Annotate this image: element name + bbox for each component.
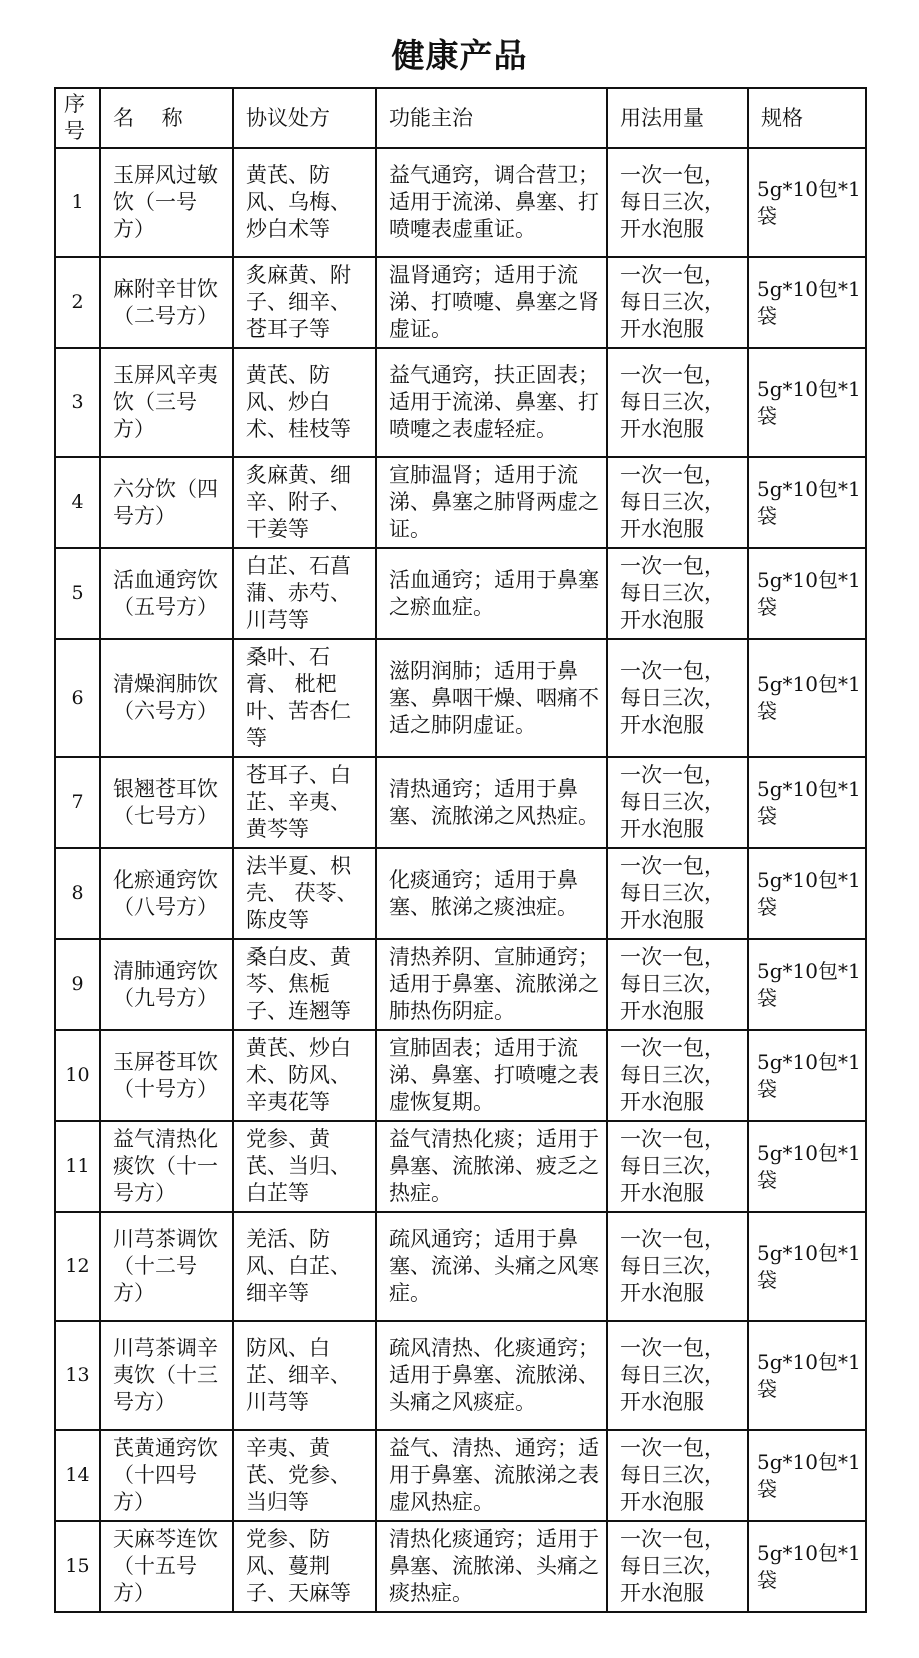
cell-index: 14 (55, 1430, 100, 1521)
cell-name: 天麻芩连饮（十五号方） (100, 1521, 233, 1612)
cell-index: 3 (55, 348, 100, 457)
cell-recipe: 法半夏、枳壳、 茯苓、陈皮等 (233, 848, 376, 939)
cell-usage: 一次一包，每日三次，开水泡服 (607, 1030, 748, 1121)
cell-recipe: 黄芪、防风、乌梅、炒白术等 (233, 148, 376, 257)
cell-usage: 一次一包，每日三次，开水泡服 (607, 848, 748, 939)
cell-name: 玉屏苍耳饮（十号方） (100, 1030, 233, 1121)
cell-spec: 5g*10包*1袋 (748, 348, 866, 457)
cell-recipe: 防风、白芷、细辛、川芎等 (233, 1321, 376, 1430)
cell-spec: 5g*10包*1袋 (748, 1321, 866, 1430)
cell-name: 化瘀通窍饮（八号方） (100, 848, 233, 939)
cell-name: 银翘苍耳饮（七号方） (100, 757, 233, 848)
cell-spec: 5g*10包*1袋 (748, 757, 866, 848)
header-name: 名 称 (100, 88, 233, 148)
cell-spec: 5g*10包*1袋 (748, 548, 866, 639)
cell-index: 1 (55, 148, 100, 257)
table-row (55, 257, 866, 348)
header-function: 功能主治 (376, 88, 607, 148)
cell-name: 川芎茶调饮（十二号方） (100, 1212, 233, 1321)
cell-usage: 一次一包，每日三次，开水泡服 (607, 1521, 748, 1612)
cell-spec: 5g*10包*1袋 (748, 848, 866, 939)
cell-function: 宣肺固表；适用于流涕、鼻塞、打喷嚏之表虚恢复期。 (376, 1030, 607, 1121)
table-row (55, 548, 866, 639)
cell-name: 玉屏风过敏饮（一号方） (100, 148, 233, 257)
table-row (55, 848, 866, 939)
cell-index: 11 (55, 1121, 100, 1212)
header-spec: 规格 (748, 88, 866, 148)
table-row (55, 1212, 866, 1321)
table-row (55, 757, 866, 848)
table-row (55, 457, 866, 548)
cell-spec: 5g*10包*1袋 (748, 639, 866, 757)
cell-function: 清热养阴、宣肺通窍；适用于鼻塞、流脓涕之肺热伤阴症。 (376, 939, 607, 1030)
cell-function: 益气通窍，调合营卫；适用于流涕、鼻塞、打喷嚏表虚重证。 (376, 148, 607, 257)
cell-spec: 5g*10包*1袋 (748, 1212, 866, 1321)
cell-usage: 一次一包，每日三次，开水泡服 (607, 1121, 748, 1212)
cell-spec: 5g*10包*1袋 (748, 257, 866, 348)
cell-name: 清肺通窍饮（九号方） (100, 939, 233, 1030)
cell-recipe: 炙麻黄、附子、细辛、苍耳子等 (233, 257, 376, 348)
table-body (55, 148, 866, 1612)
cell-index: 2 (55, 257, 100, 348)
cell-name: 清燥润肺饮（六号方） (100, 639, 233, 757)
cell-spec: 5g*10包*1袋 (748, 457, 866, 548)
header-index: 序号 (55, 88, 100, 148)
cell-name: 六分饮（四号方） (100, 457, 233, 548)
products-table (54, 87, 867, 1613)
cell-usage: 一次一包，每日三次，开水泡服 (607, 348, 748, 457)
table-row (55, 348, 866, 457)
cell-spec: 5g*10包*1袋 (748, 1430, 866, 1521)
table-row (55, 639, 866, 757)
cell-spec: 5g*10包*1袋 (748, 148, 866, 257)
cell-recipe: 羌活、防风、白芷、细辛等 (233, 1212, 376, 1321)
cell-usage: 一次一包，每日三次，开水泡服 (607, 148, 748, 257)
header-recipe: 协议处方 (233, 88, 376, 148)
table-row (55, 1030, 866, 1121)
cell-usage: 一次一包，每日三次，开水泡服 (607, 1212, 748, 1321)
cell-spec: 5g*10包*1袋 (748, 939, 866, 1030)
cell-usage: 一次一包，每日三次，开水泡服 (607, 939, 748, 1030)
page-title: 健康产品 (391, 36, 528, 75)
cell-name: 活血通窍饮（五号方） (100, 548, 233, 639)
cell-recipe: 桑白皮、黄芩、焦栀子、连翘等 (233, 939, 376, 1030)
cell-spec: 5g*10包*1袋 (748, 1030, 866, 1121)
cell-index: 15 (55, 1521, 100, 1612)
cell-function: 疏风通窍；适用于鼻塞、流涕、头痛之风寒症。 (376, 1212, 607, 1321)
cell-usage: 一次一包，每日三次，开水泡服 (607, 639, 748, 757)
cell-recipe: 辛夷、黄芪、党参、当归等 (233, 1430, 376, 1521)
cell-index: 7 (55, 757, 100, 848)
cell-recipe: 党参、防风、蔓荆子、天麻等 (233, 1521, 376, 1612)
cell-index: 8 (55, 848, 100, 939)
cell-recipe: 桑叶、石膏、 枇杷叶、苦杏仁等 (233, 639, 376, 757)
cell-index: 5 (55, 548, 100, 639)
cell-usage: 一次一包，每日三次，开水泡服 (607, 548, 748, 639)
cell-usage: 一次一包，每日三次，开水泡服 (607, 1430, 748, 1521)
table-row (55, 939, 866, 1030)
cell-index: 12 (55, 1212, 100, 1321)
cell-recipe: 党参、黄芪、当归、白芷等 (233, 1121, 376, 1212)
cell-usage: 一次一包，每日三次，开水泡服 (607, 1321, 748, 1430)
cell-name: 芪黄通窍饮（十四号方） (100, 1430, 233, 1521)
cell-name: 麻附辛甘饮（二号方） (100, 257, 233, 348)
cell-index: 13 (55, 1321, 100, 1430)
table-row (55, 148, 866, 257)
cell-recipe: 黄芪、防风、炒白术、桂枝等 (233, 348, 376, 457)
cell-function: 滋阴润肺；适用于鼻塞、鼻咽干燥、咽痛不适之肺阴虚证。 (376, 639, 607, 757)
cell-function: 宣肺温肾；适用于流涕、鼻塞之肺肾两虚之证。 (376, 457, 607, 548)
header-usage: 用法用量 (607, 88, 748, 148)
cell-function: 益气、清热、通窍；适用于鼻塞、流脓涕之表虚风热症。 (376, 1430, 607, 1521)
cell-function: 疏风清热、化痰通窍；适用于鼻塞、流脓涕、头痛之风痰症。 (376, 1321, 607, 1430)
cell-usage: 一次一包，每日三次，开水泡服 (607, 457, 748, 548)
cell-spec: 5g*10包*1袋 (748, 1121, 866, 1212)
cell-name: 益气清热化痰饮（十一号方） (100, 1121, 233, 1212)
cell-function: 清热化痰通窍；适用于鼻塞、流脓涕、头痛之痰热症。 (376, 1521, 607, 1612)
cell-usage: 一次一包，每日三次，开水泡服 (607, 257, 748, 348)
cell-recipe: 炙麻黄、细辛、附子、干姜等 (233, 457, 376, 548)
cell-function: 温肾通窍；适用于流涕、打喷嚏、鼻塞之肾虚证。 (376, 257, 607, 348)
cell-function: 化痰通窍；适用于鼻塞、脓涕之痰浊症。 (376, 848, 607, 939)
table-header-row (55, 88, 866, 148)
cell-recipe: 苍耳子、白芷、辛夷、黄芩等 (233, 757, 376, 848)
cell-recipe: 黄芪、炒白术、防风、辛夷花等 (233, 1030, 376, 1121)
table-row (55, 1321, 866, 1430)
cell-usage: 一次一包，每日三次，开水泡服 (607, 757, 748, 848)
cell-index: 4 (55, 457, 100, 548)
cell-index: 6 (55, 639, 100, 757)
table-row (55, 1521, 866, 1612)
table-row (55, 1430, 866, 1521)
cell-recipe: 白芷、石菖蒲、赤芍、川芎等 (233, 548, 376, 639)
cell-spec: 5g*10包*1袋 (748, 1521, 866, 1612)
cell-function: 益气清热化痰；适用于鼻塞、流脓涕、疲乏之热症。 (376, 1121, 607, 1212)
cell-function: 清热通窍；适用于鼻塞、流脓涕之风热症。 (376, 757, 607, 848)
cell-function: 益气通窍，扶正固表；适用于流涕、鼻塞、打喷嚏之表虚轻症。 (376, 348, 607, 457)
cell-index: 9 (55, 939, 100, 1030)
cell-name: 玉屏风辛夷饮（三号方） (100, 348, 233, 457)
cell-function: 活血通窍；适用于鼻塞之瘀血症。 (376, 548, 607, 639)
cell-name: 川芎茶调辛夷饮（十三号方） (100, 1321, 233, 1430)
cell-index: 10 (55, 1030, 100, 1121)
table-row (55, 1121, 866, 1212)
